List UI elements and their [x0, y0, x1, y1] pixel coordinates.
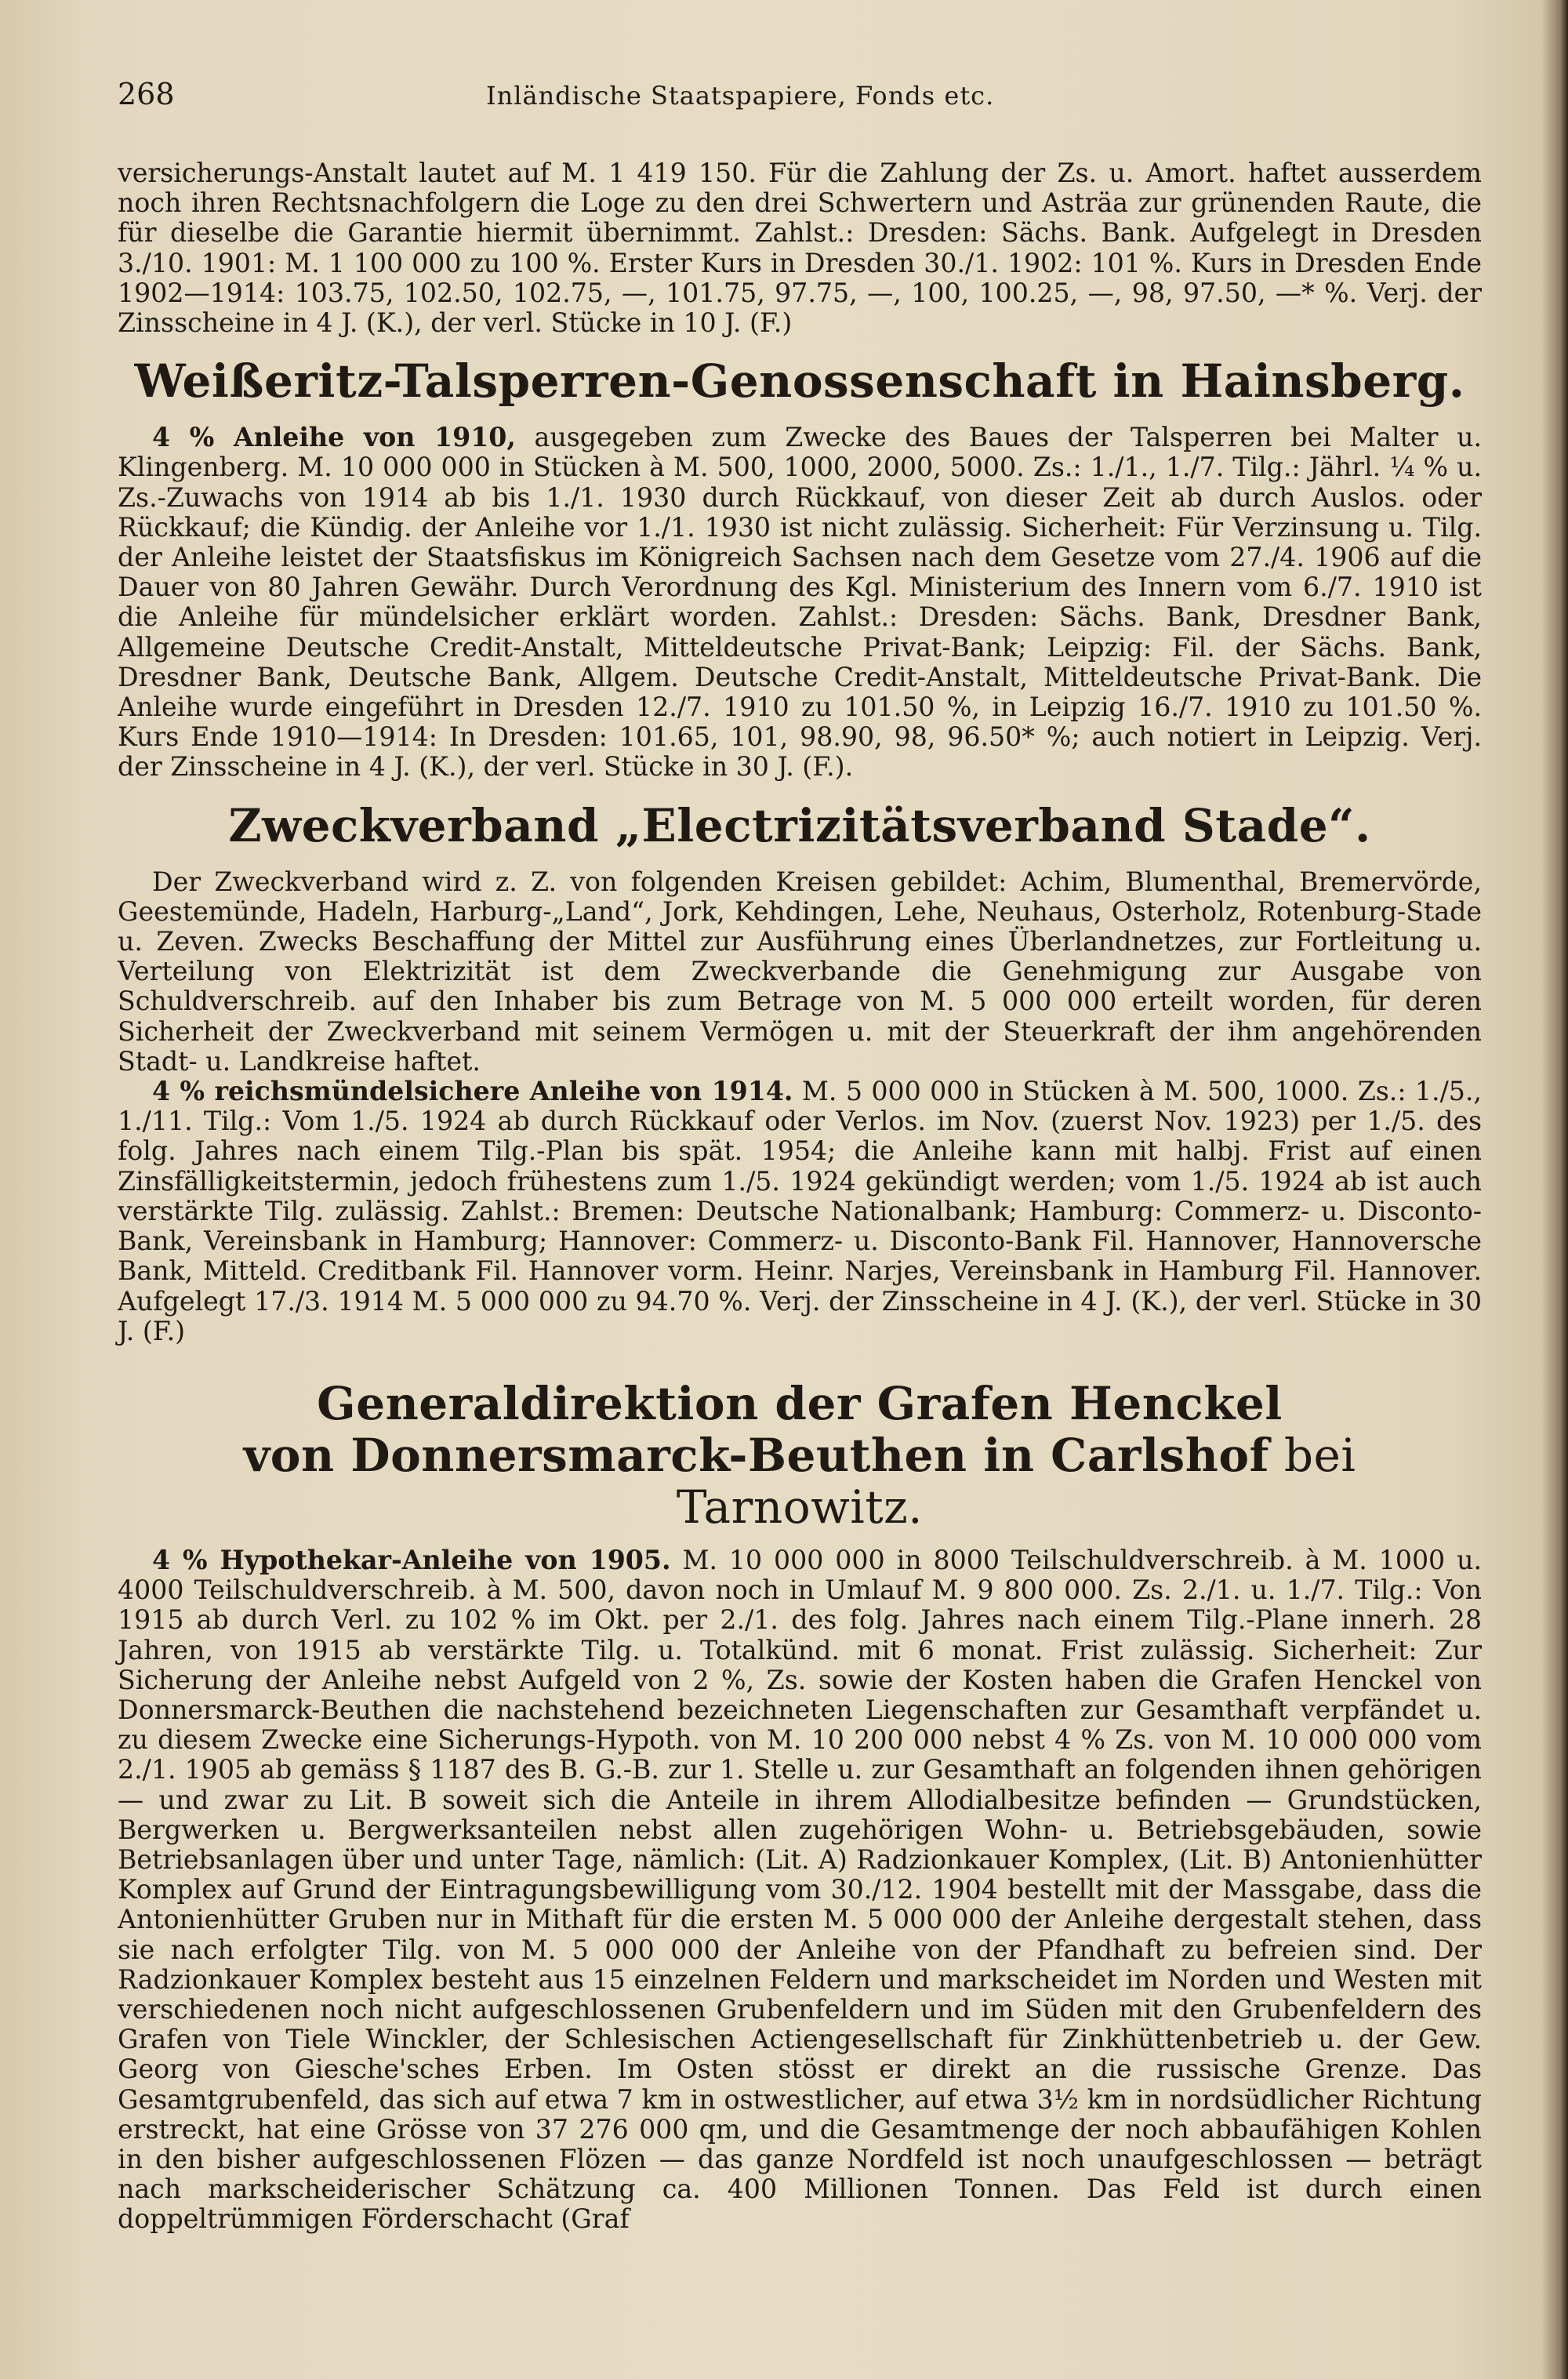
intro-paragraph: versicherungs-Anstalt lautet auf M. 1 419 150. Für die Zahlung der Zs. u. Amort. haftet ausserdem noch ihren Rechtsnachfolgern die Loge zu den drei Schwertern und Asträa zur grünenden Raute, die für dieselbe die Garantie hiermit übernimmt. Zahlst.: Dresden: Sächs. Bank. Aufgelegt in Dresden 3./10. 1901: M. 1 100 000 zu 100 %. Erster Kurs in Dresden 30./1. 1902: 101 %. Kurs in Dresden Ende 1902—1914: 103.75, 102.50, 102.75, —, 101.75, 97.75, —, 100, 100.25, —, 98, 97.50, —* %. Verj. der Zinsscheine in 4 J. (K.), der verl. Stücke in 10 J. (F.)	[118, 158, 1482, 339]
stade-loan-paragraph	[118, 1077, 1482, 1346]
weisseritz-loan-text: ausgegeben zum Zwecke des Baues der Talsperren bei Malter u. Klingenberg. M. 10 000 000 in Stücken à M. 500, 1000, 2000, 5000. Zs.: 1./1., 1./7. Tilg.: Jährl. ¼ % u. Zs.-Zuwachs von 1914 ab bis 1./1. 1930 durch Rückkauf, von dieser Zeit ab durch Auslos. oder Rückkauf; die Kündig. der Anleihe vor 1./1. 1930 ist nicht zulässig. Sicherheit: Für Verzinsung u. Tilg. der Anleihe leistet der Staatsfiskus im Königreich Sachsen nach dem Gesetze vom 27./4. 1906 auf die Dauer von 80 Jahren Gewähr. Durch Verordnung des Kgl. Ministerium des Innern vom 6./7. 1910 ist die Anleihe für mündelsicher erklärt worden. Zahlst.: Dresden: Sächs. Bank, Dresdner Bank, Allgemeine Deutsche Credit-Anstalt, Mitteldeutsche Privat-Bank; Leipzig: Fil. der Sächs. Bank, Dresdner Bank, Deutsche Bank, Allgem. Deutsche Credit-Anstalt, Mitteldeutsche Privat-Bank. Die Anleihe wurde eingeführt in Dresden 12./7. 1910 zu 101.50 %, in Leipzig 16./7. 1910 zu 101.50 %. Kurs Ende 1910—1914: In Dresden: 101.65, 101, 98.90, 98, 96.50* %; auch notiert in Leipzig. Verj. der Zinsscheine in 4 J. (K.), der verl. Stücke in 30 J. (F.).	[118, 422, 1482, 783]
section-title-stade: Zweckverband „Electrizitätsverband Stade“.	[228, 798, 1371, 852]
page-content	[118, 77, 1482, 2235]
stade-loan-lead: 4 % reichsmündelsichere Anleihe von 1914.	[152, 1076, 793, 1107]
stade-loan-text: M. 5 000 000 in Stücken à M. 500, 1000. Zs.: 1./5., 1./11. Tilg.: Vom 1./5. 1924 ab durch Rückkauf oder Verlos. im Nov. (zuerst Nov. 1923) per 1./5. des folg. Jahres nach einem Tilg.-Plan bis spät. 1954; die Anleihe kann mit halbj. Frist auf einen Zinsfälligkeitstermin, jedoch frühestens zum 1./5. 1924 gekündigt werden; vom 1./5. 1924 ab ist auch verstärkte Tilg. zulässig. Zahlst.: Bremen: Deutsche Nationalbank; Hamburg: Commerz- u. Disconto-Bank, Vereinsbank in Hamburg; Hannover: Commerz- u. Disconto-Bank Fil. Hannover, Hannoversche Bank, Mitteld. Creditbank Fil. Hannover vorm. Heinr. Narjes, Vereinsbank in Hamburg Fil. Hannover. Aufgelegt 17./3. 1914 M. 5 000 000 zu 94.70 %. Verj. der Zinsscheine in 4 J. (K.), der verl. Stücke in 30 J. (F.)	[118, 1076, 1482, 1346]
section-title-henckel	[118, 1378, 1482, 1533]
section-title-weisseritz: Weißeritz-Talsperren-Genossenschaft in Hainsberg.	[134, 354, 1465, 409]
running-title: Inländische Staatspapiere, Fonds etc.	[486, 81, 995, 111]
page-edge-shadow	[1541, 0, 1568, 2379]
stade-intro-paragraph	[118, 867, 1482, 1077]
henckel-title-line-2-sub: bei Tarnowitz.	[676, 1428, 1356, 1534]
henckel-loan-paragraph	[118, 1545, 1482, 2235]
stade-intro-text: Der Zweckverband wird z. Z. von folgenden Kreisen gebildet: Achim, Blumenthal, Bremervörde, Geestemünde, Hadeln, Harburg-„Land“, Jork, Kehdingen, Lehe, Neuhaus, Osterholz, Rotenburg-Stade u. Zeven. Zwecks Beschaffung der Mittel zur Ausführung eines Überlandnetzes, zur Fortleitung u. Verteilung von Elektrizität ist dem Zweckverbande die Genehmigung zur Ausgabe von Schuldverschreib. auf den Inhaber bis zum Betrage von M. 5 000 000 erteilt worden, für deren Sicherheit der Zweckverband mit seinem Vermögen u. mit der Steuerkraft der ihm angehörenden Stadt- u. Landkreise haftet.	[118, 866, 1482, 1077]
weisseritz-loan-lead: 4 % Anleihe von 1910,	[152, 422, 516, 453]
henckel-title-line-1: Generaldirektion der Grafen Henckel	[317, 1376, 1283, 1430]
henckel-title-line-2-main: von Donnersmarck-Beuthen in Carlshof	[243, 1428, 1269, 1482]
henckel-loan-text: M. 10 000 000 in 8000 Teilschuldverschreib. à M. 1000 u. 4000 Teilschuldverschreib. à M. 500, davon noch in Umlauf M. 9 800 000. Zs. 2./1. u. 1./7. Tilg.: Von 1915 ab durch Verl. zu 102 % im Okt. per 2./1. des folg. Jahres nach einem Tilg.-Plane innerh. 28 Jahren, von 1915 ab verstärkte Tilg. u. Totalkünd. mit 6 monat. Frist zulässig. Sicherheit: Zur Sicherung der Anleihe nebst Aufgeld von 2 %, Zs. sowie der Kosten haben die Grafen Henckel von Donnersmarck-Beuthen die nachstehend bezeichneten Liegenschaften zur Gesamthaft verpfändet u. zu diesem Zwecke eine Sicherungs-Hypoth. von M. 10 200 000 nebst 4 % Zs. von M. 10 000 000 vom 2./1. 1905 ab gemäss § 1187 des B. G.-B. zur 1. Stelle u. zur Gesamthaft an folgenden ihnen gehörigen — und zwar zu Lit. B soweit sich die Anteile in ihrem Allodialbesitze befinden — Grundstücken, Bergwerken u. Bergwerksanteilen nebst allen zugehörigen Wohn- u. Betriebsgebäuden, sowie Betriebsanlagen über und unter Tage, nämlich: (Lit. A) Radzionkauer Komplex, (Lit. B) Antonienhütter Komplex auf Grund der Eintragungsbewilligung vom 30./12. 1904 bestellt mit der Massgabe, dass die Antonienhütter Gruben nur in Mithaft für die ersten M. 5 000 000 der Anleihe dergestalt stehen, dass sie nach erfolgter Tilg. von M. 5 000 000 der Anleihe von der Pfandhaft zu befreien sind. Der Radzionkauer Komplex besteht aus 15 einzelnen Feldern und markscheidet im Norden und Westen mit verschiedenen noch nicht aufgeschlossenen Grubenfeldern und im Süden mit den Grubenfeldern des Grafen von Tiele Winckler, der Schlesischen Actiengesellschaft für Zinkhüttenbetrieb u. der Gew. Georg von Giesche'sches Erben. Im Osten stösst er direkt an die russische Grenze. Das Gesamtgrubenfeld, das sich auf etwa 7 km in ostwestlicher, auf etwa 3½ km in nordsüdlicher Richtung erstreckt, hat eine Grösse von 37 276 000 qm, und die Gesamtmenge der noch abbaufähigen Kohlen in den bisher aufgeschlossenen Flözen — das ganze Nordfeld ist noch unaufgeschlossen — beträgt nach markscheiderischer Schätzung ca. 400 Millionen Tonnen. Das Feld ist durch einen doppeltrümmigen Förderschacht (Graf	[118, 1544, 1483, 2235]
henckel-loan-lead: 4 % Hypothekar-Anleihe von 1905.	[152, 1544, 671, 1575]
henckel-title-line-2	[118, 1429, 1482, 1533]
page-number: 268	[118, 77, 175, 111]
running-header	[118, 77, 1482, 127]
weisseritz-paragraph	[118, 423, 1482, 782]
